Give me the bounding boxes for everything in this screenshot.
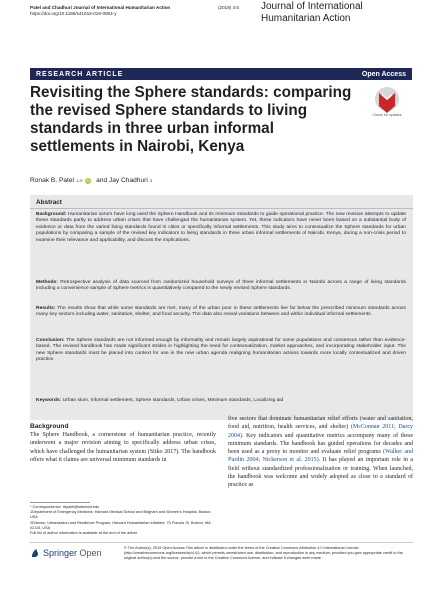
- open-access-badge: Open Access: [361, 70, 406, 78]
- author-affiliation-mark: 1,2*: [75, 178, 84, 183]
- paragraph-text: The Sphere Handbook, a cornerstone of humanitarian practice, recently underwent a major revision aiming to specifically address urban crises, which have challenged the humanitarian system (Sitko 2017). The handbook offers what it claims are universal minimum standards in: [30, 432, 216, 463]
- text-run: . It has played an important role in a field without standardized professionalization or training. When launched, the handbook was welcome and widely adopted as close to a standard of practice as: [228, 457, 413, 489]
- crossmark-icon[interactable]: [370, 86, 404, 114]
- section-heading: Background: [30, 423, 69, 430]
- divider: [30, 502, 90, 503]
- divider: [30, 208, 413, 209]
- article-title: Revisiting the Sphere standards: comparing the revised Sphere standards to living standards in three urban informal settlements in Nairobi, Kenya: [30, 84, 352, 155]
- springer-name: Springer: [43, 548, 78, 558]
- article-type-bar: [30, 68, 412, 80]
- footnotes: [30, 505, 216, 536]
- springer-open: Open: [79, 548, 102, 558]
- section-label: Background:: [36, 212, 67, 217]
- doi-link[interactable]: https://doi.org/10.1186/s41018-019-0054-y: [30, 11, 117, 17]
- section-label: Keywords:: [36, 398, 62, 403]
- crossmark-label: Check for updates: [372, 113, 402, 117]
- abstract-conclusion: [36, 338, 406, 364]
- springer-horse-icon: [30, 548, 40, 558]
- section-label: Methods:: [36, 280, 58, 285]
- section-label: Results:: [36, 306, 56, 311]
- springer-wordmark: [43, 548, 102, 558]
- abstract-methods: [36, 280, 406, 293]
- body-column-left: [30, 423, 216, 464]
- journal-title: Journal of International Humanitarian Action: [261, 1, 363, 24]
- citation-text: Patel and Chadhuri Journal of International Humanitarian Action: [30, 5, 171, 10]
- year-ref: (2019) 4:6: [218, 5, 239, 10]
- paragraph-text: Urban slum, Informal settlement, Sphere standards, Urban crises, Minimum standards, Localizing aid: [61, 398, 284, 403]
- abstract-background: [36, 212, 406, 244]
- author-name: and Jay Chadhuri: [96, 177, 148, 184]
- author-name: Ronak B. Patel: [30, 177, 74, 184]
- paragraph-text: The results show that while some standards are met, many of the urban poor in these settlements live far below the prescribed minimum standards across many key sectors including water, sanitation, shelter, and food security. The data also reveal variations between and within individual informal settlements.: [36, 306, 406, 318]
- body-column-right: [228, 415, 413, 490]
- license-text: © The Author(s). 2019 Open Access This article is distributed under the terms of the Creative Commons Attribution 4.0 International License (http://creativecommons.org/licenses/by/4.0/), which permits unrestricted use, distribution, and reproduction in any medium, provided you give appropriate credit to the original author(s) and the source, provide a link to the Creative Commons license, and indicate if changes were made.: [124, 546, 403, 560]
- paragraph-text: The Sphere standards are not informed enough by informality and remain largely aspirational for some populations and consensus rather than evidence-based. The revised handbook has made significant strides in highlighting the need for contextualization, market approaches, and incorporating stakeholder input. The new Sphere standards must be placed into context for use in the new urban agenda realigning humanitarian actions towards more locally contextualized and driven practice.: [36, 338, 406, 363]
- running-header: [30, 5, 250, 17]
- abstract-keywords: [36, 398, 406, 404]
- citation-link[interactable]: (Walker and Purdin 2004; Nickerson et al. 2015): [228, 449, 413, 464]
- author-affiliation-mark: 3: [149, 178, 153, 183]
- author-info-note: Full list of author information is available at the end of the article: [30, 531, 138, 536]
- abstract-results: [36, 306, 406, 319]
- springer-open-logo: [30, 548, 102, 558]
- abstract-heading: Abstract: [36, 199, 62, 206]
- affiliation: 2Director, Urbanization and Resilience Program, Harvard Humanitarian Initiative, 75 Francis St, Boston, MA 02115, USA: [30, 520, 211, 530]
- orcid-icon[interactable]: iD: [86, 178, 90, 183]
- text-run: . Key indicators and quantitative metrics accompany many of these minimum standards. The handbook has guided operations for decades and been used as a proxy to monitor and evaluate relief programs: [228, 432, 413, 456]
- paragraph-text: Retrospective analysis of data sourced from randomized household surveys of three informal settlements in Nairobi across a range of living standards including a convenience sample of Sphere metrics is quantitatively compared to the newly revised Sphere standards.: [36, 280, 406, 292]
- citation-link[interactable]: (McConnan 2011; Darcy 2004): [228, 424, 413, 439]
- paragraph-text: Humanitarian actors have long used the Sphere Handbook and its minimum standards to guide operational practice. The new revision attempts to update these standards partly to address urban crises that have challenged the humanitarian system. Yet, these indicators have never been based on a substantial body of evidence or data from the varied living standards found in cities or specifically informal settlements. This study aims to contextualize the Sphere standards for urban populations by comparing a sample of the revised key indicators to living standards in three urban informal settlements of Nairobi, Kenya, during a non-crisis period to examine their relevance and applicability, and discuss the implications.: [36, 212, 406, 243]
- section-label: Conclusion:: [36, 338, 65, 343]
- affiliation: 1Department of Emergency Medicine, Harvard Medical School and Brigham and Women's Hospital, Boston, USA: [30, 510, 212, 520]
- paragraph-text: [228, 415, 413, 490]
- correspondence: * Correspondence: rbpatel@stanford.edu: [30, 505, 100, 509]
- divider: [30, 542, 413, 543]
- text-run: five sectors that dominate humanitarian relief efforts (water and sanitation, food aid, nutrition, health services, and shelter): [228, 416, 413, 431]
- article-type-label: RESEARCH ARTICLE: [36, 70, 124, 78]
- author-line: [30, 177, 152, 184]
